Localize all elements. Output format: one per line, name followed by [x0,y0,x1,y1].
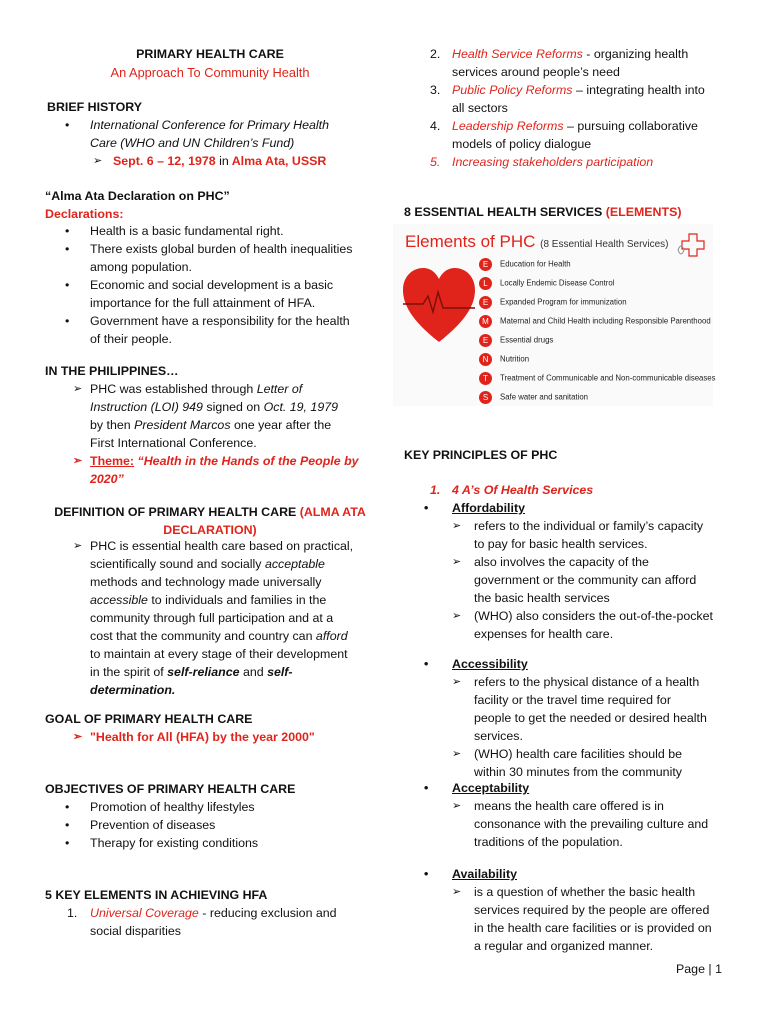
page-number: Page | 1 [676,962,722,976]
availability-section: • Availability ➢ is a question of whether the basic health services required by the people are offered in the health care facilities or is provided on a regular and organized manner. [424,867,712,953]
phc-element-education: E Education for Health [479,258,571,272]
elements-of-phc-image [393,224,716,406]
document-subtitle: An Approach To Community Health [110,65,310,80]
philippines-heading: IN THE PHILIPPINES… [45,364,179,378]
declarations-list: • Health is a basic fundamental right. • There exists global burden of health inequalities among population. • Economic and social development is a basic importance for the full attainment of HFA. • Government have a responsibility for the health of their people. [65,224,353,346]
phc-element-essential-drugs: E Essential drugs [479,334,553,348]
key-elements-continued: 2. Health Service Reforms - organizing health services around people’s need 3. Public Policy Reforms – integrating health into all sectors 4. Leadership Reforms – pursuing collaborative models of policy dialogue 5. Increasing stakeholders participation [430,47,705,169]
phc-element-treatment: T Treatment of Communicable and Non-communicable diseases [479,372,716,386]
definition-heading: DEFINITION OF PRIMARY HEALTH CARE (ALMA ATA DECLARATION) [54,505,366,537]
goal-heading: GOAL OF PRIMARY HEALTH CARE [45,712,253,726]
objectives-heading: OBJECTIVES OF PRIMARY HEALTH CARE [45,782,296,796]
heart-icon [401,264,477,350]
definition-body: ➢ PHC is essential health care based on practical, scientifically sound and socially acceptable methods and technology made universally accessible to individuals and families in the community through full participation and at a cost that the community and country can afford to maintain at every stage of their development in the spirit of self-reliance and self- determination. [73,539,354,697]
key-elements-heading: 5 KEY ELEMENTS IN ACHIEVING HFA [45,888,268,902]
objectives-list: • Promotion of healthy lifestyles • Prevention of diseases • Therapy for existing conditions [65,800,259,850]
principles-heading: KEY PRINCIPLES OF PHC [404,448,558,462]
goal-item: ➢ "Health for All (HFA) by the year 2000" [73,730,315,744]
essential-services-heading: 8 ESSENTIAL HEALTH SERVICES (ELEMENTS) [404,205,682,219]
acceptability-section: • Acceptability ➢ means the health care offered is in consonance with the prevailing culture and traditions of the population. [424,781,709,849]
phc-element-disease-control: L Locally Endemic Disease Control [479,277,614,291]
conference-date: ➢ Sept. 6 – 12, 1978 in Alma Ata, USSR [93,154,327,168]
phc-image-title: Elements of PHC (8 Essential Health Services) [405,232,669,251]
medical-cross-icon [675,230,713,260]
philippines-body: ➢ PHC was established through Letter of Instruction (LOI) 949 signed on Oct. 19, 1979 by then President Marcos one year after the First International Conference. ➢ Theme: “Health in the Hands of the People by 2020” [73,382,359,486]
phc-element-immunization: E Expanded Program for immunization [479,296,627,310]
phc-element-water-sanitation: S Safe water and sanitation [479,391,588,405]
document-title: PRIMARY HEALTH CARE [136,47,284,61]
accessibility-section: • Accessibility ➢ refers to the physical distance of a health facility or the travel time required for people to get the needed or desired health services. ➢ (WHO) health care facilities should be within 30 minutes from the community [424,657,707,779]
phc-element-nutrition: N Nutrition [479,353,529,367]
alma-ata-heading: “Alma Ata Declaration on PHC” [45,189,230,203]
declarations-label: Declarations: [45,207,124,221]
key-element-1: 1. Universal Coverage - reducing exclusion and social disparities [67,906,337,938]
conference-bullet: • International Conference for Primary Health Care (WHO and UN Children’s Fund) [65,118,329,150]
brief-history-heading: BRIEF HISTORY [47,100,143,114]
affordability-section: • Affordability ➢ refers to the individual or family’s capacity to pay for basic health services. ➢ also involves the capacity of the government or the community can afford the basic health services ➢ (WHO) also considers the out-of-the-pocket expenses for health care. [424,501,713,641]
four-as-heading: 1. 4 A’s Of Health Services [430,483,594,497]
phc-element-maternal-child: M Maternal and Child Health including Responsible Parenthood [479,315,711,329]
